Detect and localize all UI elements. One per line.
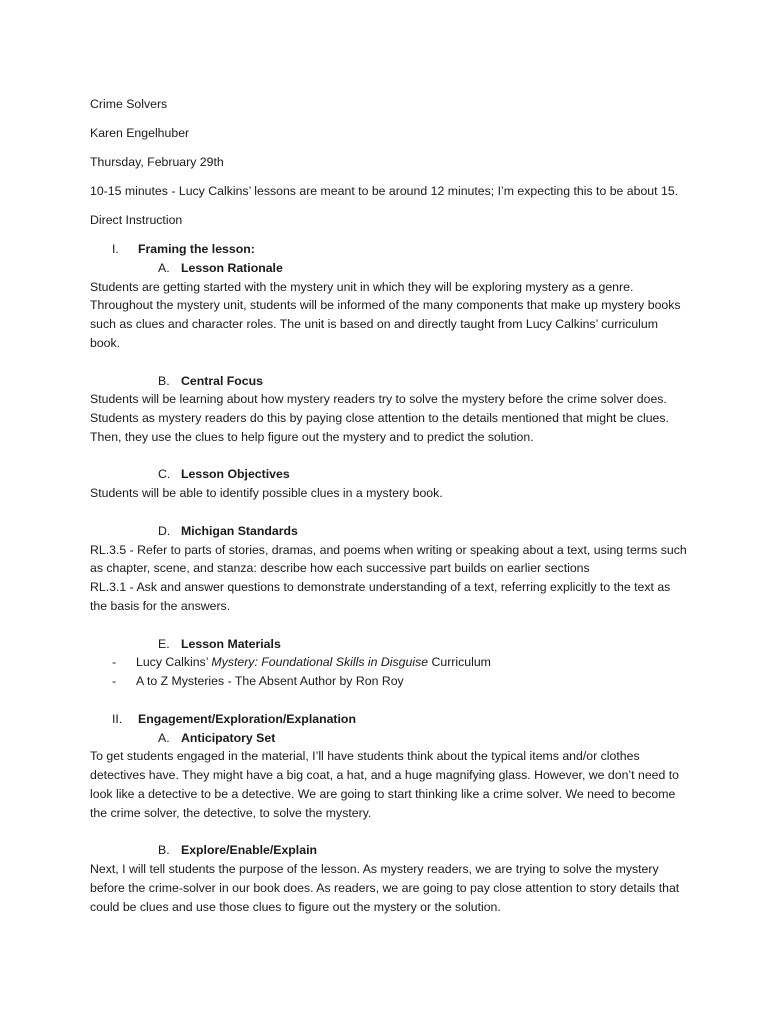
standard-rl-3-1: RL.3.1 - Ask and answer questions to demonstrate understanding of a text, referring explicitly to the text as the basis for the answers. xyxy=(90,580,671,614)
materials-item xyxy=(90,653,690,672)
document-title: Crime Solvers xyxy=(90,97,168,111)
subsection-label: Michigan Standards xyxy=(181,523,298,538)
section-number: II. xyxy=(112,711,123,726)
materials-item-text: A to Z Mysteries - The Absent Author by Ron Roy xyxy=(136,674,404,689)
section-heading-engagement xyxy=(90,710,690,729)
subsection-heading-objectives xyxy=(90,465,690,484)
book-title: Mystery: Foundational Skills in Disguise xyxy=(211,655,429,670)
subsection-heading-materials xyxy=(90,635,690,654)
subsection-letter: A. xyxy=(158,260,170,275)
section-label: Framing the lesson: xyxy=(138,241,255,256)
subsection-letter: B. xyxy=(158,843,170,858)
bullet-dash: - xyxy=(112,655,117,670)
subsection-heading-anticipatory xyxy=(90,729,690,748)
subsection-letter: C. xyxy=(158,467,171,482)
anticipatory-paragraph: To get students engaged in the material, I’ll have students think about the typical items and/or clothes detectives have. They might have a big coat, a hat, and a huge magnifying glass. However, we don’t need to look like a detective to be a detective. We are going to start thinking like a crime solver. We need to become the crime solver, the detective, to solve the mystery. xyxy=(90,749,680,820)
materials-item xyxy=(90,672,690,691)
document-page xyxy=(90,95,690,917)
subsection-heading-focus xyxy=(90,372,690,391)
subsection-label: Explore/Enable/Explain xyxy=(181,843,317,858)
subsection-label: Anticipatory Set xyxy=(181,730,276,745)
section-number: I. xyxy=(112,241,119,256)
lesson-duration: 10-15 minutes - Lucy Calkins’ lessons are meant to be around 12 minutes; I’m expecting this to be about 15. xyxy=(90,183,679,198)
subsection-heading-rationale xyxy=(90,259,690,278)
subsection-letter: A. xyxy=(158,730,170,745)
section-type: Direct Instruction xyxy=(90,212,183,227)
subsection-label: Lesson Objectives xyxy=(181,467,290,482)
subsection-heading-explore xyxy=(90,841,690,860)
subsection-letter: E. xyxy=(158,636,170,651)
subsection-label: Central Focus xyxy=(181,373,263,388)
materials-item-prefix: Lucy Calkins’ xyxy=(136,655,212,670)
author-name: Karen Engelhuber xyxy=(90,125,190,140)
bullet-dash: - xyxy=(112,674,117,689)
explore-paragraph: Next, I will tell students the purpose of the lesson. As mystery readers, we are trying to solve the mystery before the crime-solver in our book does. As readers, we are going to pay close attention to story details that could be clues and use those clues to figure out the mystery or the solution. xyxy=(90,862,680,914)
objectives-paragraph: Students will be able to identify possible clues in a mystery book. xyxy=(90,486,443,501)
subsection-letter: B. xyxy=(158,373,170,388)
subsection-heading-standards xyxy=(90,522,690,541)
standard-rl-3-5: RL.3.5 - Refer to parts of stories, dramas, and poems when writing or speaking about a text, using terms such as chapter, scene, and stanza: describe how each successive part builds on earlier sections xyxy=(90,542,687,576)
materials-item-text xyxy=(136,653,491,672)
subsection-letter: D. xyxy=(158,523,171,538)
lesson-date: Thursday, February 29th xyxy=(90,154,224,169)
rationale-paragraph: Students are getting started with the mystery unit in which they will be exploring mystery as a genre. Throughout the mystery unit, students will be informed of the many components that make up mystery books such as clues and character roles. The unit is based on and directly taught from Lucy Calkins’ curriculum book. xyxy=(90,279,681,350)
subsection-label: Lesson Rationale xyxy=(181,260,283,275)
subsection-label: Lesson Materials xyxy=(181,636,281,651)
focus-paragraph: Students will be learning about how mystery readers try to solve the mystery before the crime solver does. Students as mystery readers do this by paying close attention to the details mentioned that might be clues. Then, they use the clues to help figure out the mystery and to predict the solution. xyxy=(90,392,669,444)
section-heading-framing xyxy=(90,240,690,259)
section-label: Engagement/Exploration/Explanation xyxy=(138,711,356,726)
materials-item-suffix: Curriculum xyxy=(428,655,491,670)
